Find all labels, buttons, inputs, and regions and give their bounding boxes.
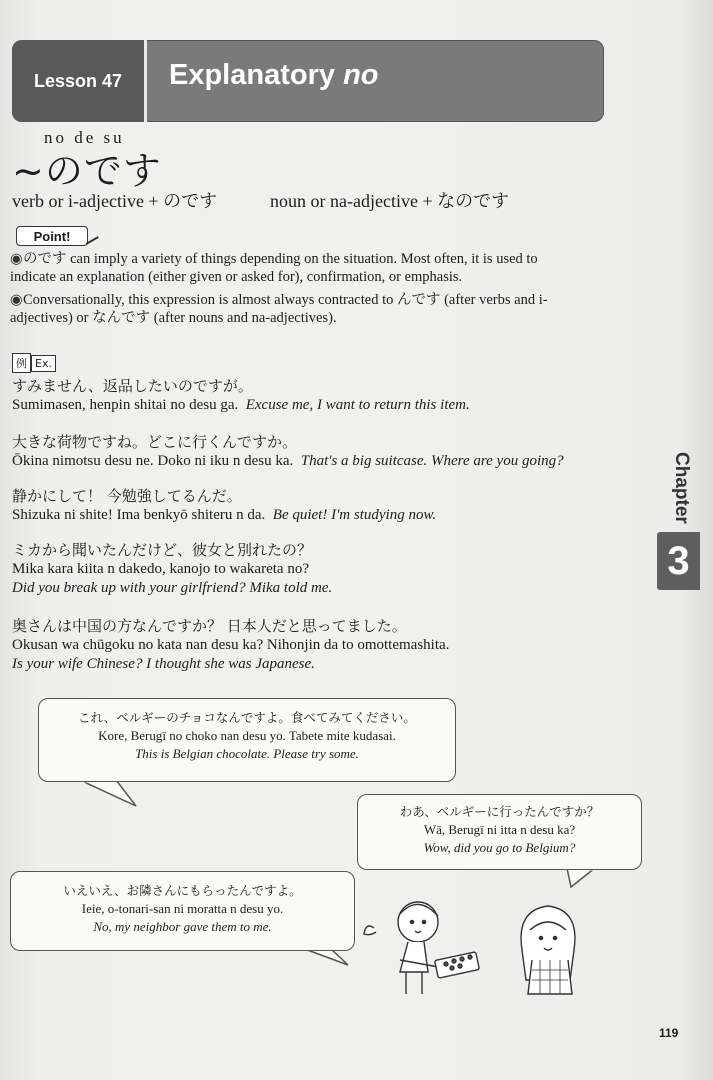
example-english: That's a big suitcase. Where are you going?: [300, 453, 564, 469]
bubble-tail: [565, 867, 605, 891]
chapter-number: 3: [657, 532, 700, 590]
bubble-romaji: Ieie, o-tonari-san ni moratta n desu yo.: [81, 901, 284, 916]
example-japanese: すみません、返品したいのですが。: [12, 377, 253, 395]
example-item: [12, 616, 612, 674]
bubble-english: This is Belgian chocolate. Please try some.: [135, 746, 359, 761]
example-japanese: 静かにして！ 今勉強してるんだ。: [12, 487, 242, 505]
page-number: 119: [659, 1026, 679, 1040]
speech-bubble: [357, 794, 642, 870]
example-romaji-line: [12, 396, 612, 415]
example-japanese: 奥さんは中国の方なんですか？ 日本人だと思ってました。: [12, 617, 407, 635]
example-item: [12, 376, 612, 415]
example-item: [12, 540, 612, 598]
bubble-tail: [80, 779, 140, 809]
examples-label-abbr: Ex.: [31, 355, 56, 372]
example-item: [12, 432, 612, 471]
bubble-japanese: いえいえ、お隣さんにもらったんですよ。: [63, 883, 302, 898]
lesson-title-main: Explanatory: [169, 59, 344, 91]
lesson-title-italic: no: [343, 59, 379, 91]
point-item: ◉Conversationally, this expression is almost always contracted to んです (after verbs and i-adjectives) or なんです (after nouns and na-adjectives).: [10, 292, 548, 326]
example-romaji: Shizuka ni shite! Ima benkyō shiteru n da.: [12, 507, 266, 523]
example-english: Excuse me, I want to return this item.: [245, 397, 470, 413]
bullet-icon: ◉: [10, 292, 23, 308]
bullet-icon: ◉: [10, 251, 23, 267]
example-romaji: Ōkina nimotsu desu ne. Doko ni iku n desu ka.: [12, 453, 294, 469]
example-japanese: ミカから聞いたんだけど、彼女と別れたの？: [12, 541, 313, 559]
bubble-english: Wow, did you go to Belgium?: [423, 840, 576, 855]
example-romaji-line: [12, 506, 612, 525]
girl-with-chocolates-icon: [364, 902, 479, 994]
bubble-japanese: これ、ベルギーのチョコなんですよ。食べてみてください。: [78, 710, 416, 725]
point-label: Point!: [16, 226, 88, 246]
examples-label: [12, 353, 56, 373]
bubble-romaji: Wā, Berugī ni itta n desu ka?: [423, 822, 576, 837]
formula-verb: verb or i-adjective + のです: [12, 191, 218, 211]
grammar-pattern: ~のです: [12, 149, 162, 193]
bubble-japanese: わあ、ベルギーに行ったんですか？: [399, 804, 600, 819]
example-romaji: Mika kara kiita n dakedo, kanojo to wakareta no?: [12, 561, 309, 577]
example-romaji: Okusan wa chūgoku no kata nan desu ka? Nihonjin da to omottemashita.: [12, 637, 450, 653]
bubble-romaji: Kore, Berugī no choko nan desu yo. Tabete mite kudasai.: [98, 728, 396, 743]
cartoon-illustration: [360, 900, 600, 1000]
example-english: Did you break up with your girlfriend? Mika told me.: [12, 580, 333, 596]
examples-label-kanji: 例: [12, 353, 31, 373]
example-english: Be quiet! I'm studying now.: [272, 507, 437, 523]
formula-noun: noun or na-adjective + なのです: [270, 191, 510, 211]
lesson-number: Lesson 47: [12, 40, 147, 122]
point-item: ◉のです can imply a variety of things depending on the situation. Most often, it is used to indicate an explanation (either given or asked for), confirmation, or emphasis.: [10, 251, 538, 285]
example-english: Is your wife Chinese? I thought she was Japanese.: [12, 656, 315, 672]
lesson-header: [12, 40, 604, 122]
bubble-english: No, my neighbor gave them to me.: [93, 919, 272, 934]
chapter-label: Chapter: [671, 452, 692, 524]
example-romaji: Sumimasen, henpin shitai no desu ga.: [12, 397, 239, 413]
speech-bubble: [38, 698, 456, 782]
example-item: [12, 486, 612, 525]
example-romaji-line: [12, 452, 612, 471]
example-japanese: 大きな荷物ですね。どこに行くんですか。: [12, 433, 298, 451]
grammar-romaji: no de su: [44, 128, 125, 147]
speech-bubble: [10, 871, 355, 951]
girl-listening-icon: [521, 906, 575, 994]
lesson-title: [169, 59, 379, 92]
